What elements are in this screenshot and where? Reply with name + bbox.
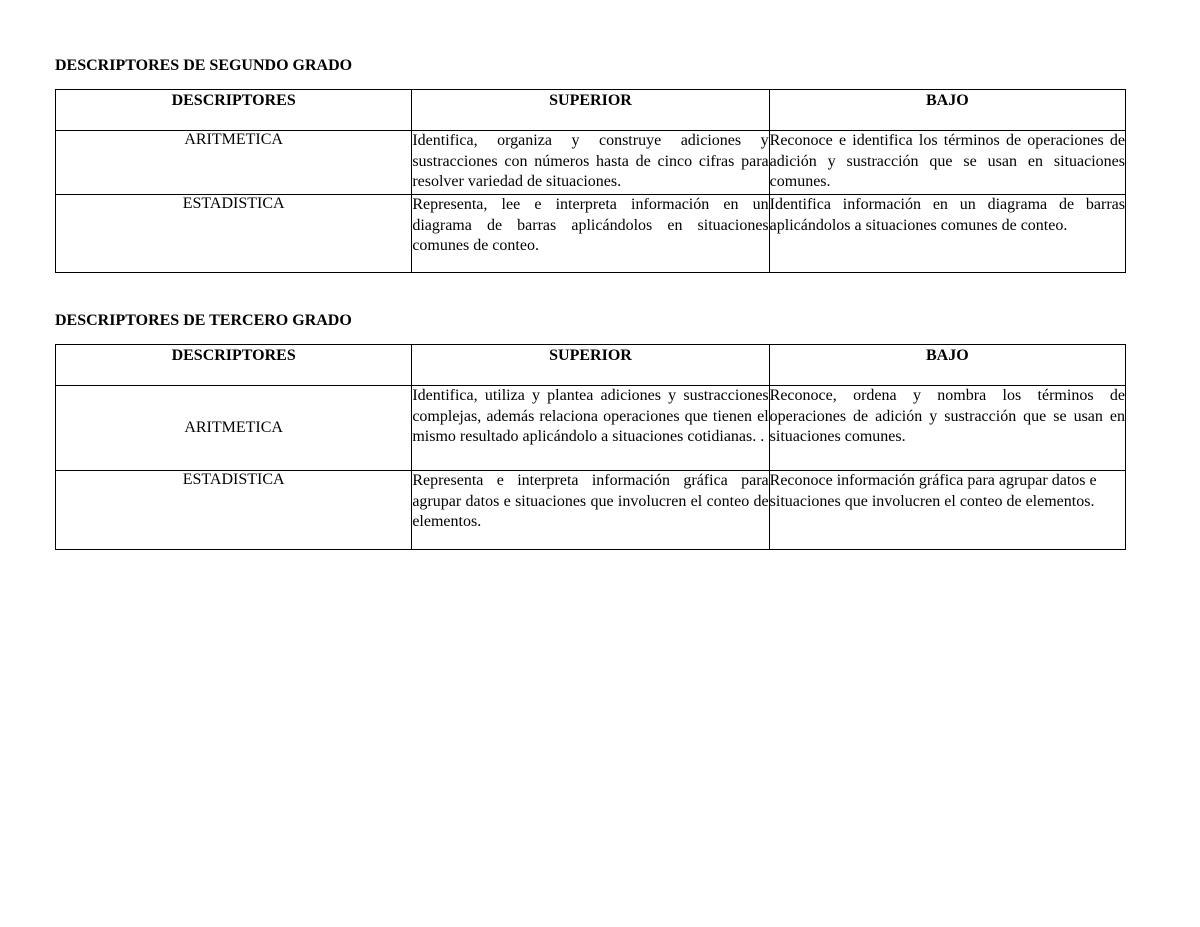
header-descriptores: DESCRIPTORES bbox=[56, 90, 412, 131]
section-title-segundo-grado: DESCRIPTORES DE SEGUNDO GRADO bbox=[55, 57, 353, 74]
row-label-estadistica: ESTADISTICA bbox=[56, 471, 412, 550]
header-bajo: BAJO bbox=[769, 90, 1125, 131]
table-row bbox=[56, 386, 1126, 471]
cell-superior: Representa, lee e interpreta información en un diagrama de barras aplicándolos en situaciones comunes de conteo. bbox=[412, 195, 769, 273]
header-bajo: BAJO bbox=[769, 345, 1125, 386]
cell-bajo: Reconoce e identifica los términos de operaciones de adición y sustracción que se usan en situaciones comunes. bbox=[769, 131, 1125, 195]
row-label-aritmetica: ARITMETICA bbox=[56, 131, 412, 195]
header-superior: SUPERIOR bbox=[412, 345, 769, 386]
cell-superior: Representa e interpreta información gráfica para agrupar datos e situaciones que involucren el conteo de elementos. bbox=[412, 471, 769, 550]
table-row bbox=[56, 195, 1126, 273]
descriptors-table-tercero-grado bbox=[55, 344, 1126, 550]
cell-superior: Identifica, organiza y construye adiciones y sustracciones con números hasta de cinco cifras para resolver variedad de situaciones. bbox=[412, 131, 769, 195]
section-title-tercero-grado: DESCRIPTORES DE TERCERO GRADO bbox=[55, 312, 352, 329]
cell-bajo: Reconoce, ordena y nombra los términos de operaciones de adición y sustracción que se usan en situaciones comunes. bbox=[769, 386, 1125, 471]
header-descriptores: DESCRIPTORES bbox=[56, 345, 412, 386]
row-label-estadistica: ESTADISTICA bbox=[56, 195, 412, 273]
table-row bbox=[56, 471, 1126, 550]
table-header-row bbox=[56, 345, 1126, 386]
cell-bajo: Identifica información en un diagrama de barras aplicándolos a situaciones comunes de conteo. bbox=[769, 195, 1125, 273]
header-superior: SUPERIOR bbox=[412, 90, 769, 131]
table-row bbox=[56, 131, 1126, 195]
cell-bajo: Reconoce información gráfica para agrupar datos e situaciones que involucren el conteo de elementos. bbox=[769, 471, 1125, 550]
descriptors-table-segundo-grado bbox=[55, 89, 1126, 273]
row-label-aritmetica: ARITMETICA bbox=[56, 386, 412, 471]
table-header-row bbox=[56, 90, 1126, 131]
cell-superior: Identifica, utiliza y plantea adiciones y sustracciones complejas, además relaciona operaciones que tienen el mismo resultado aplicándolo a situaciones cotidianas. . bbox=[412, 386, 769, 471]
